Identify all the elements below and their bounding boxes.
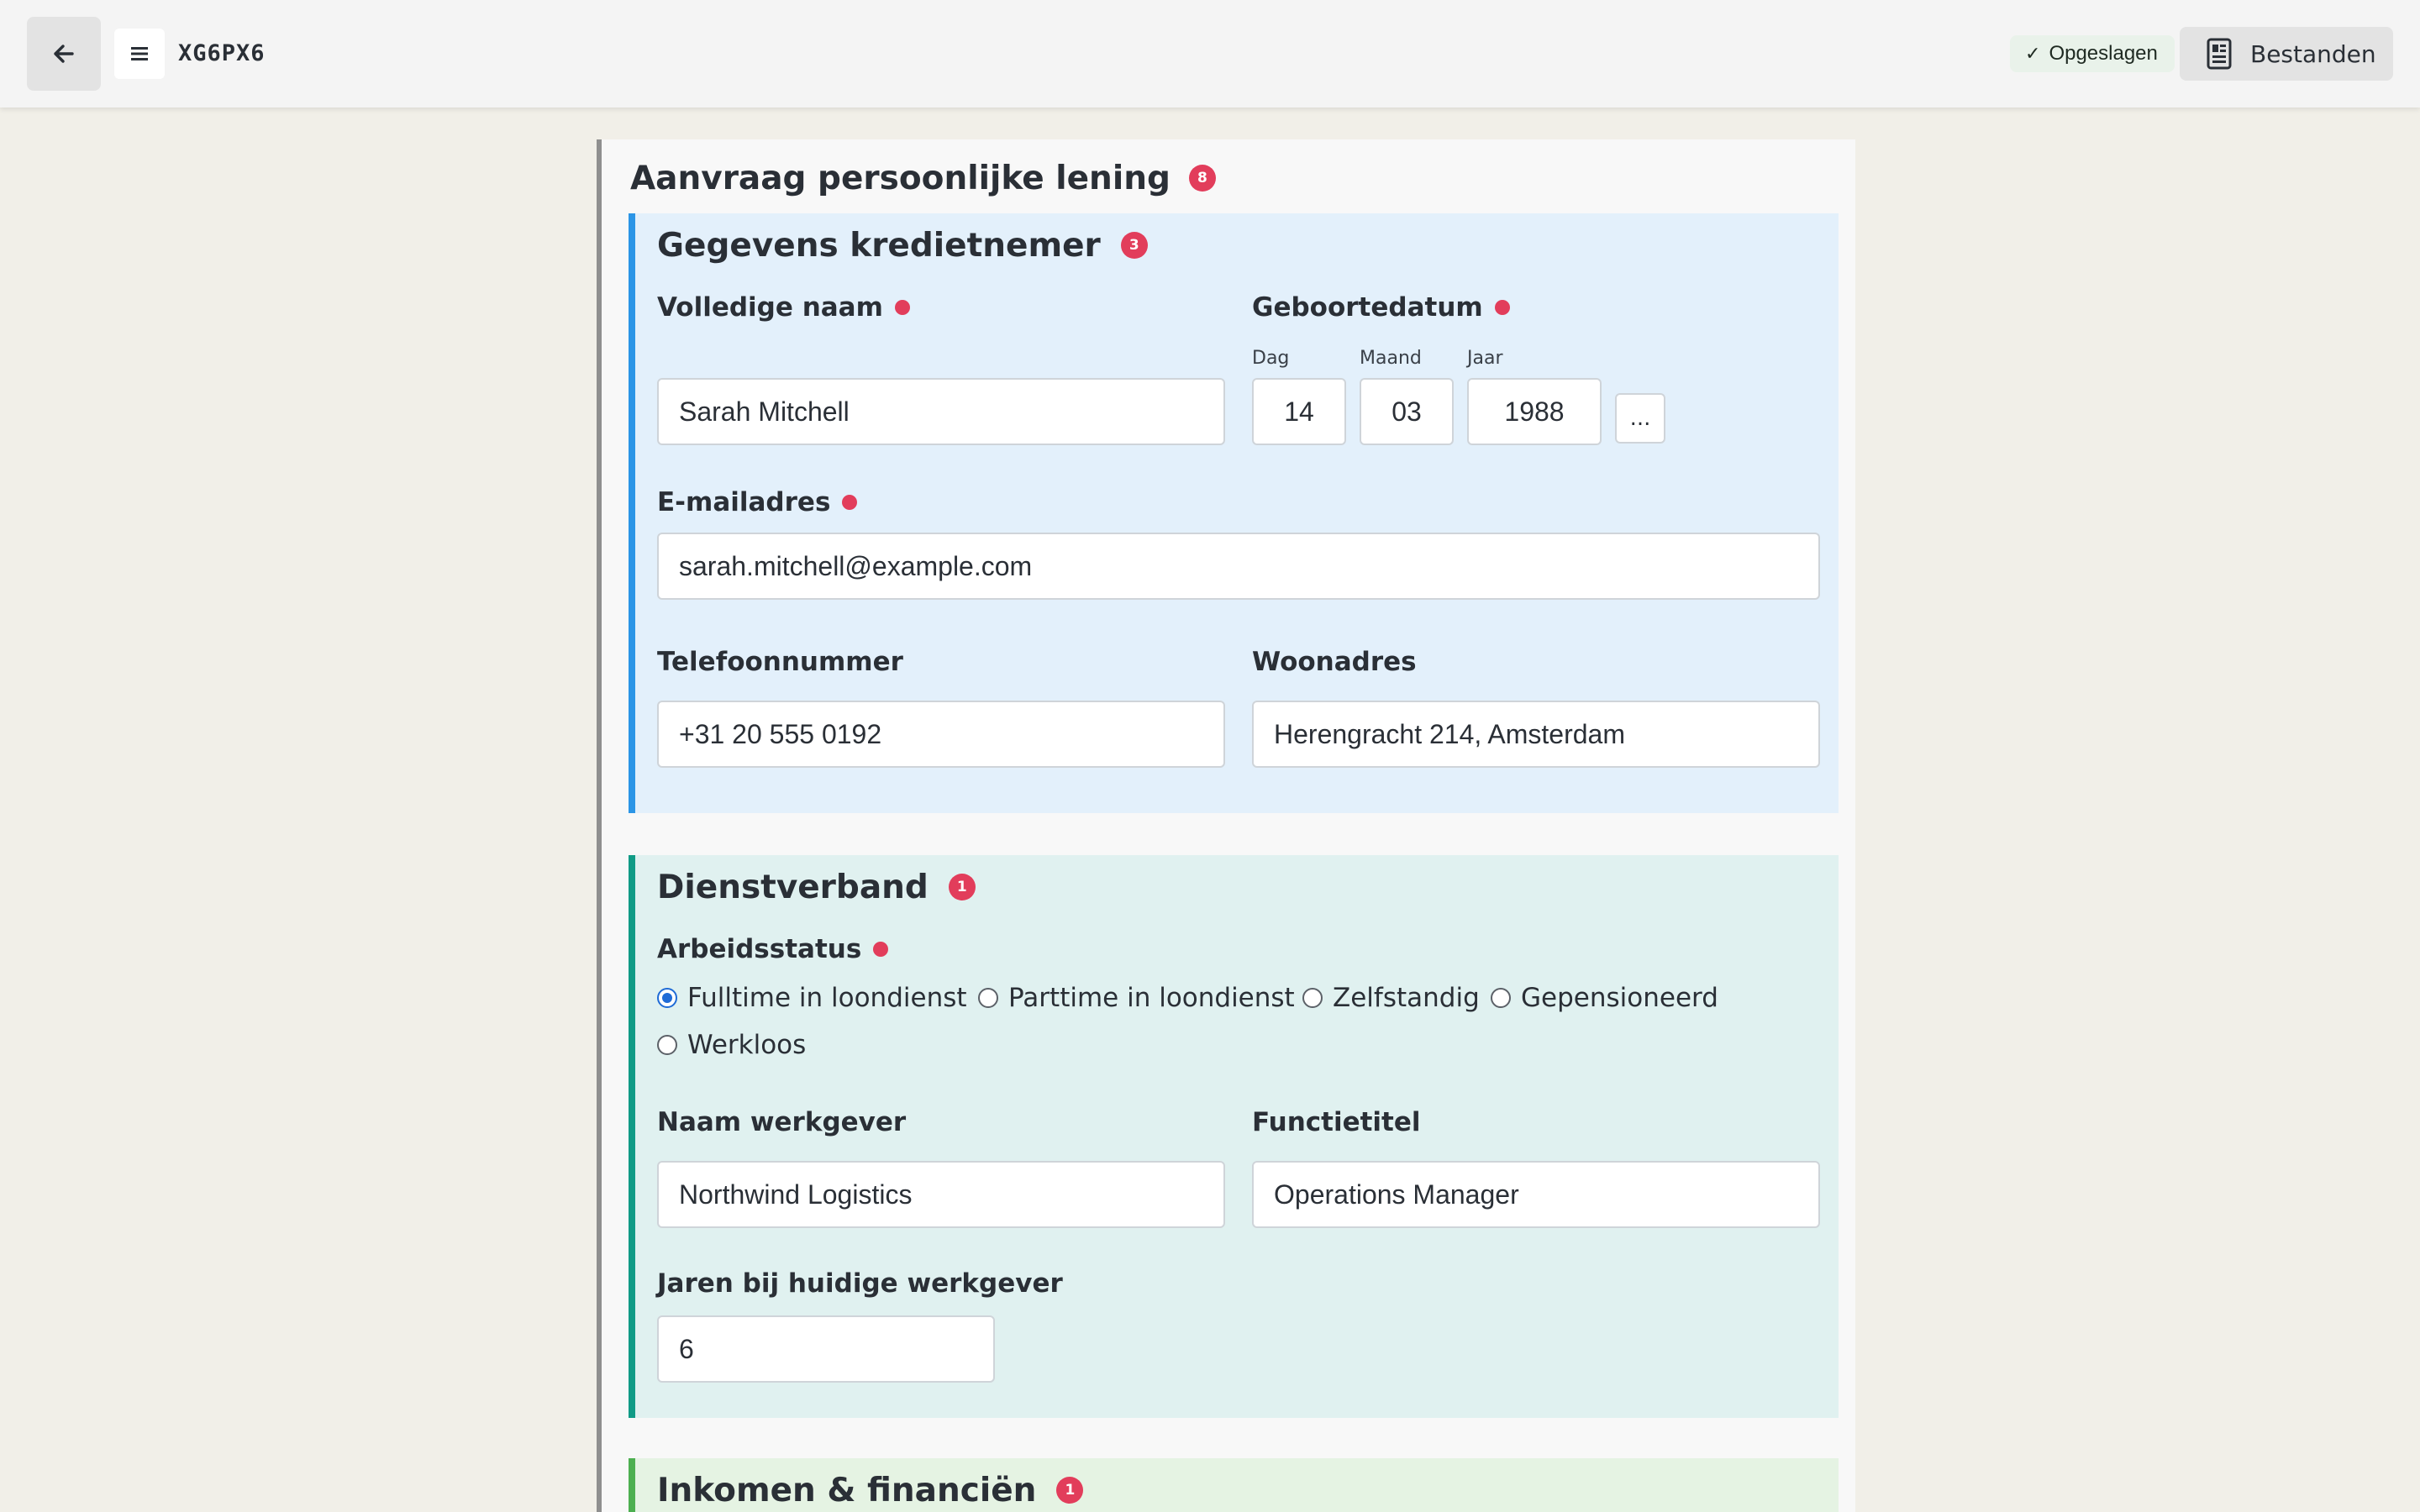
form-title-text: Aanvraag persoonlijke lening	[630, 159, 1171, 197]
form-title	[630, 156, 1216, 200]
employer-label-text: Naam werkgever	[657, 1107, 907, 1137]
birth-day-label: Dag	[1252, 348, 1290, 369]
status-option-label: Werkloos	[687, 1030, 807, 1060]
status-option-unemployed[interactable]	[657, 1028, 806, 1062]
birth-year-input[interactable]: 1988	[1467, 378, 1602, 445]
full-name-input[interactable]: Sarah Mitchell	[657, 378, 1225, 445]
employer-label	[657, 1105, 906, 1139]
address-input[interactable]: Herengracht 214, Amsterdam	[1252, 701, 1820, 768]
job-title-input[interactable]: Operations Manager	[1252, 1161, 1820, 1228]
phone-label	[657, 645, 903, 679]
address-label	[1252, 645, 1417, 679]
birth-date-label-text: Geboortedatum	[1252, 292, 1483, 323]
status-option-label: Zelfstandig	[1333, 983, 1480, 1013]
birth-month-label: Maand	[1360, 348, 1422, 369]
birth-date-label	[1252, 291, 1510, 324]
employment-issue-count-badge: 1	[949, 874, 976, 900]
email-label-text: E-mailadres	[657, 487, 831, 517]
saved-status-badge	[2010, 35, 2175, 72]
radio-button[interactable]	[1302, 988, 1323, 1008]
income-section	[629, 1458, 1839, 1512]
radio-button[interactable]	[657, 1035, 677, 1055]
saved-status-label: Opgeslagen	[2049, 42, 2158, 65]
full-name-label-text: Volledige naam	[657, 292, 883, 323]
status-option-fulltime[interactable]	[657, 981, 967, 1015]
years-employed-label-text: Jaren bij huidige werkgever	[657, 1268, 1063, 1299]
phone-input[interactable]: +31 20 555 0192	[657, 701, 1225, 768]
income-issue-count-badge: 1	[1056, 1477, 1083, 1504]
status-option-self-employed[interactable]	[1302, 981, 1480, 1015]
employment-section	[629, 855, 1839, 1418]
income-section-title	[657, 1467, 1083, 1512]
files-button-label: Bestanden	[2250, 39, 2376, 68]
years-employed-input[interactable]: 6	[657, 1315, 995, 1383]
birth-day-input[interactable]: 14	[1252, 378, 1346, 445]
top-bar	[0, 0, 2420, 108]
document-icon	[2207, 38, 2232, 70]
full-name-label	[657, 291, 910, 324]
status-option-retired[interactable]	[1491, 981, 1718, 1015]
borrower-issue-count-badge: 3	[1121, 232, 1148, 259]
employment-status-label	[657, 932, 888, 966]
arrow-left-icon	[53, 44, 75, 64]
required-indicator	[1495, 300, 1510, 315]
phone-label-text: Telefoonnummer	[657, 647, 903, 677]
document-code: XG6PX6	[178, 40, 266, 66]
address-label-text: Woonadres	[1252, 647, 1417, 677]
back-button[interactable]	[27, 17, 101, 91]
required-indicator	[873, 942, 888, 957]
radio-button-selected[interactable]	[657, 988, 677, 1008]
employer-input[interactable]: Northwind Logistics	[657, 1161, 1225, 1228]
status-option-parttime[interactable]	[978, 981, 1295, 1015]
email-label	[657, 486, 857, 519]
borrower-section-title	[657, 222, 1148, 269]
loan-application-form	[597, 139, 1855, 1512]
email-input[interactable]: sarah.mitchell@example.com	[657, 533, 1820, 600]
birth-month-input[interactable]: 03	[1360, 378, 1454, 445]
borrower-section	[629, 213, 1839, 813]
radio-button[interactable]	[978, 988, 998, 1008]
form-issue-count-badge: 8	[1189, 165, 1216, 192]
employment-section-title	[657, 864, 976, 911]
check-icon: ✓	[2025, 43, 2041, 64]
job-title-label	[1252, 1105, 1421, 1139]
income-section-title-text: Inkomen & financiën	[657, 1471, 1037, 1509]
required-indicator	[842, 495, 857, 510]
job-title-label-text: Functietitel	[1252, 1107, 1421, 1137]
files-button[interactable]	[2180, 27, 2393, 81]
status-option-label: Parttime in loondienst	[1008, 983, 1295, 1013]
status-option-label: Gepensioneerd	[1521, 983, 1718, 1013]
menu-button[interactable]	[114, 29, 165, 79]
employment-section-title-text: Dienstverband	[657, 868, 929, 906]
hamburger-menu-icon	[130, 46, 149, 61]
status-option-label: Fulltime in loondienst	[687, 983, 967, 1013]
date-picker-button[interactable]: ...	[1615, 393, 1665, 444]
birth-year-label: Jaar	[1467, 348, 1503, 369]
years-employed-label	[657, 1267, 1063, 1300]
employment-status-label-text: Arbeidsstatus	[657, 934, 862, 964]
radio-button[interactable]	[1491, 988, 1511, 1008]
required-indicator	[895, 300, 910, 315]
borrower-section-title-text: Gegevens kredietnemer	[657, 226, 1101, 265]
